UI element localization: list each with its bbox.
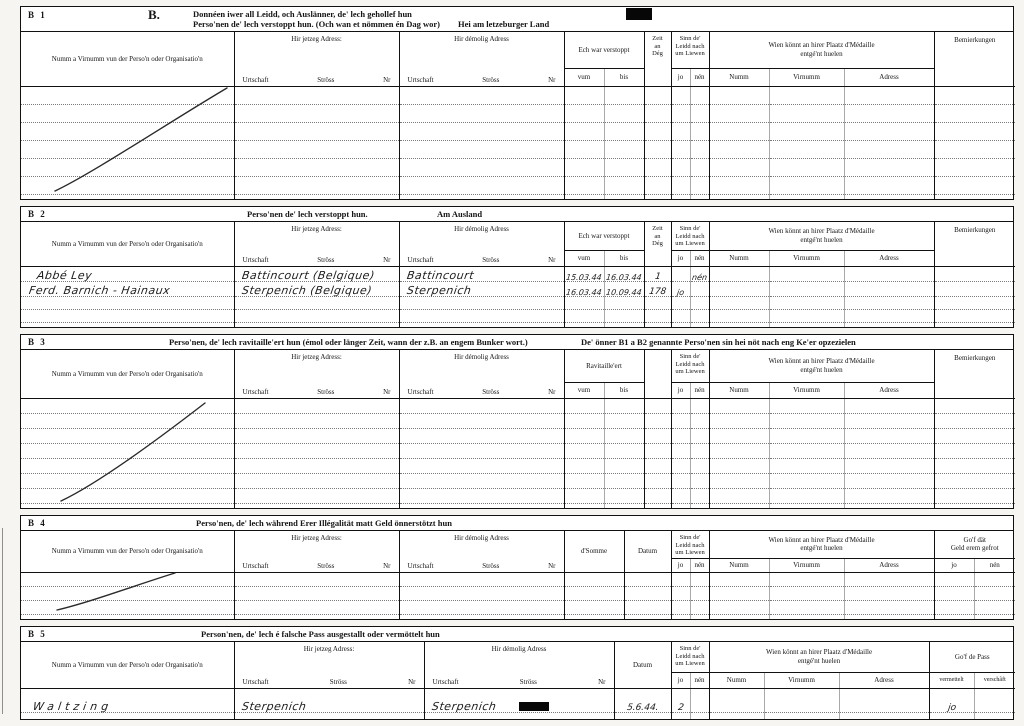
col-header-remarks: Bemierkungen xyxy=(934,32,1015,86)
entry-name: Ferd. Barnich - Hainaux xyxy=(28,283,172,297)
entry-vum: 15.03.44 xyxy=(565,272,603,282)
redaction-mark xyxy=(626,8,652,20)
table-row xyxy=(21,712,1015,719)
col-header-jo: jo xyxy=(671,558,690,572)
entry-name: Waltzing xyxy=(32,699,114,713)
entry-addr-old: Sterpenich xyxy=(430,699,497,713)
col-header-name: Numm a Virnumm vun der Perso'n oder Organisatio'n xyxy=(21,32,234,86)
entry-addr-now: Battincourt (Belgique) xyxy=(240,268,376,282)
entry-addr-old: Battincourt xyxy=(405,268,475,282)
col-header-sinn: Sinn de' Leidd nach um Liewen xyxy=(671,531,709,558)
section-b1-id: B 1 xyxy=(28,10,47,20)
section-b2-title: Perso'nen de' lech verstoppt hun. xyxy=(247,209,368,219)
section-b2 xyxy=(20,206,1014,328)
nr-label: Nr xyxy=(383,75,391,84)
col-header-jo: jo xyxy=(671,250,690,266)
addr-old-label: Hir démolig Adress xyxy=(454,35,509,43)
col-header-medal: Wien könnt an hirer Plaatz d'Médaille entgé'nt huelen xyxy=(709,32,934,68)
col-header-sinn: Sinn de' Leidd nach um Liewen xyxy=(671,32,709,68)
col-header-vum: vum xyxy=(564,382,604,398)
col-header-geld-gefrot: Go'f dät Geld erem gefrot xyxy=(934,531,1015,558)
col-header-nen: nén xyxy=(690,558,709,572)
section-b1-title-line2: Perso'nen de' lech verstoppt hun. (Och wan et nömmen én Dag wor) xyxy=(193,19,440,29)
table-row xyxy=(21,600,1015,614)
section-b3 xyxy=(20,334,1014,509)
table-row xyxy=(21,176,1015,194)
col-header-somme: d'Somme xyxy=(564,531,624,572)
col-header-ravitailleert: Ravitaille'ert xyxy=(564,350,644,382)
col-header-numm: Numm xyxy=(709,68,769,86)
table-row xyxy=(21,158,1015,176)
col-header-bis: bis xyxy=(604,68,644,86)
col-header-vum: vum xyxy=(564,250,604,266)
table-row xyxy=(21,309,1015,322)
entry-name: Abbé Ley xyxy=(36,268,94,282)
entry-zeit: 1 xyxy=(653,271,662,282)
section-b3-title-row xyxy=(21,335,1013,350)
col-header-medal: Wien könnt an hirer Plaatz d'Médaille entgé'nt huelen xyxy=(709,531,934,558)
section-b3-title: Perso'nen, de' lech ravitaille'ert hun (émol oder länger Zeit, wann der z.B. an engem Bunker wort.) xyxy=(169,337,528,347)
nr-label: Nr xyxy=(548,75,556,84)
entry-nen: nén xyxy=(691,272,708,282)
entry-zeit: 178 xyxy=(648,286,667,297)
scan-edge-artifact xyxy=(2,528,3,714)
section-b4-id: B 4 xyxy=(28,518,47,528)
table-row xyxy=(21,281,1015,296)
scanned-form-sheet xyxy=(20,6,1014,726)
col-header-virnumm: Virnumm xyxy=(769,382,844,398)
urtschaft-label: Urtschaft xyxy=(407,75,434,84)
b1-table xyxy=(21,32,1015,199)
col-header-name: Numm a Virnumm vun der Perso'n oder Organisatio'n xyxy=(21,531,234,572)
col-header-name: Numm a Virnumm vun der Perso'n oder Organisatio'n xyxy=(21,350,234,398)
col-header-nen: nén xyxy=(690,672,709,688)
b2-table xyxy=(21,222,1015,327)
entry-bis: 16.03.44 xyxy=(605,272,643,282)
col-header-zeit: Zeit an Dég xyxy=(644,222,671,266)
entry-sinn: 2 xyxy=(676,702,685,713)
section-b4 xyxy=(20,515,1014,620)
section-b3-title-right: De' önner B1 a B2 genannte Perso'nen sin hei nöt nach eng Ke'er opzezielen xyxy=(581,337,856,347)
stross-label: Ströss xyxy=(317,75,335,84)
col-header-addr-now xyxy=(234,32,399,86)
col-header-numm: Numm xyxy=(709,672,764,688)
table-row xyxy=(21,266,1015,281)
col-header-medal: Wien könnt an hirer Plaatz d'Médaille entgé'nt huelen xyxy=(709,350,934,382)
col-header-name: Numm a Virnumm vun der Perso'n oder Organisatio'n xyxy=(21,642,234,688)
section-b5-id: B 5 xyxy=(28,629,47,639)
col-header-vermettelt: vermettelt xyxy=(929,672,974,688)
col-header-addr-old: Hir démolig Adress Urtschaft Ströss Nr xyxy=(424,642,614,688)
col-header-nen: nén xyxy=(690,382,709,398)
table-row xyxy=(21,104,1015,122)
redaction-mark xyxy=(519,702,549,711)
section-b2-title-right: Am Ausland xyxy=(437,209,483,219)
entry-vum: 16.03.44 xyxy=(565,287,603,297)
col-header-numm: Numm xyxy=(709,250,769,266)
col-header-addr-old: Hir démolig Adress Urtschaft Ströss Nr xyxy=(399,531,564,572)
col-header-bis: bis xyxy=(604,250,644,266)
entry-addr-now: Sterpenich xyxy=(240,699,307,713)
col-header-numm: Numm xyxy=(709,558,769,572)
col-header-virnumm: Virnumm xyxy=(764,672,839,688)
table-row xyxy=(21,194,1015,199)
entry-addr-now: Sterpenich (Belgique) xyxy=(240,283,373,297)
col-header-verstoppt: Ech war verstoppt xyxy=(564,222,644,250)
section-b2-id: B 2 xyxy=(28,209,47,219)
col-header-vum: vum xyxy=(564,68,604,86)
table-row xyxy=(21,572,1015,586)
col-header-remarks: Bemierkungen xyxy=(934,222,1015,266)
col-header-nen: nén xyxy=(690,68,709,86)
section-b2-title-row xyxy=(21,207,1013,222)
col-header-jo: jo xyxy=(671,382,690,398)
section-b3-id: B 3 xyxy=(28,337,47,347)
col-header-sinn: Sinn de' Leidd nach um Liewen xyxy=(671,642,709,672)
urtschaft-label: Urtschaft xyxy=(242,75,269,84)
entry-addr-old: Sterpenich xyxy=(405,283,472,297)
col-header-datum: Datum xyxy=(624,531,671,572)
table-row xyxy=(21,473,1015,488)
col-header-medal: Wien könnt an hirer Plaatz d'Médaille entgé'nt huelen xyxy=(709,222,934,250)
b3-table xyxy=(21,350,1015,508)
table-row xyxy=(21,398,1015,413)
section-b4-title: Perso'nen, de' lech während Erer Illégalität matt Geld önnerstötzt hun xyxy=(196,518,452,528)
section-b1-title xyxy=(193,9,549,29)
col-header-bis: bis xyxy=(604,382,644,398)
col-header-sinn: Sinn de' Leidd nach um Liewen xyxy=(671,350,709,382)
col-header-adress: Adress xyxy=(844,250,934,266)
col-header-adress: Adress xyxy=(844,558,934,572)
col-header-geld-jo: jo xyxy=(934,558,974,572)
section-b4-title-row xyxy=(21,516,1013,531)
col-header-addr-now: Hir jetzeg Adress: Urtschaft Ströss Nr xyxy=(234,350,399,398)
col-header-addr-now: Hir jetzeg Adress: Urtschaft Ströss Nr xyxy=(234,531,399,572)
section-b1 xyxy=(20,6,1014,200)
b4-table xyxy=(21,531,1015,619)
col-header-addr-old: Hir démolig Adress Urtschaft Ströss Nr xyxy=(399,350,564,398)
table-row xyxy=(21,322,1015,327)
col-header-name: Numm a Virnumm vun der Perso'n oder Organisatio'n xyxy=(21,222,234,266)
col-header-remarks: Bemierkungen xyxy=(934,350,1015,398)
addr-now-label: Hir jetzeg Adress: xyxy=(291,35,342,43)
entry-jo: jo xyxy=(676,287,685,297)
col-header-adress: Adress xyxy=(839,672,929,688)
col-header-addr-now: Hir jetzeg Adress: Urtschaft Ströss Nr xyxy=(234,222,399,266)
table-row xyxy=(21,413,1015,428)
col-header-virnumm: Virnumm xyxy=(769,68,844,86)
table-row xyxy=(21,140,1015,158)
table-row xyxy=(21,443,1015,458)
col-header-addr-old: Hir démolig Adress Urtschaft Ströss Nr xyxy=(399,222,564,266)
col-header-virnumm: Virnumm xyxy=(769,558,844,572)
entry-datum: 5.6.44. xyxy=(626,702,659,713)
table-row xyxy=(21,614,1015,619)
table-row xyxy=(21,503,1015,508)
col-header-sinn: Sinn de' Leidd nach um Liewen xyxy=(671,222,709,250)
col-header-datum: Datum xyxy=(614,642,671,688)
col-header-jo: jo xyxy=(671,68,690,86)
col-header-numm: Numm xyxy=(709,382,769,398)
col-header-gof-pass: Go'f de Pass xyxy=(929,642,1015,672)
section-b1-title-line1: Donnéen iwer all Leidd, och Auslänner, de' lech gehollef hun xyxy=(193,9,412,19)
table-row xyxy=(21,488,1015,503)
table-row xyxy=(21,428,1015,443)
col-header-zeit: Zeit an Dég xyxy=(644,32,671,86)
col-header-addr-now: Hir jetzeg Adress: Urtschaft Ströss Nr xyxy=(234,642,424,688)
section-b5-title-row xyxy=(21,627,1013,642)
col-header-medal: Wien könnt an hirer Plaatz d'Médaille entgé'nt huelen xyxy=(709,642,929,672)
col-header-virnumm: Virnumm xyxy=(769,250,844,266)
col-header-jo: jo xyxy=(671,672,690,688)
table-row xyxy=(21,122,1015,140)
col-header-verschaft: verschâft xyxy=(974,672,1015,688)
col-header-geld-nen: nén xyxy=(974,558,1015,572)
table-row xyxy=(21,586,1015,600)
col-header-addr-old xyxy=(399,32,564,86)
entry-pass-vermettelt: jo xyxy=(946,702,957,713)
col-header-adress: Adress xyxy=(844,382,934,398)
col-header-verstoppt: Ech war verstoppt xyxy=(564,32,644,68)
col-header-nen: nén xyxy=(690,250,709,266)
table-row xyxy=(21,458,1015,473)
col-header-adress: Adress xyxy=(844,68,934,86)
table-row xyxy=(21,86,1015,104)
section-b1-title-right: Hei am letzeburger Land xyxy=(457,19,550,29)
table-row xyxy=(21,296,1015,309)
section-b5 xyxy=(20,626,1014,720)
entry-bis: 10.09.44 xyxy=(605,287,643,297)
stross-label: Ströss xyxy=(482,75,500,84)
col-header-empty xyxy=(644,350,671,398)
section-b1-letter: B. xyxy=(148,7,160,22)
section-b1-title-row xyxy=(21,7,1013,32)
section-b5-title: Person'nen, de' lech é falsche Pass ausgestallt oder vermöttelt hun xyxy=(201,629,440,639)
